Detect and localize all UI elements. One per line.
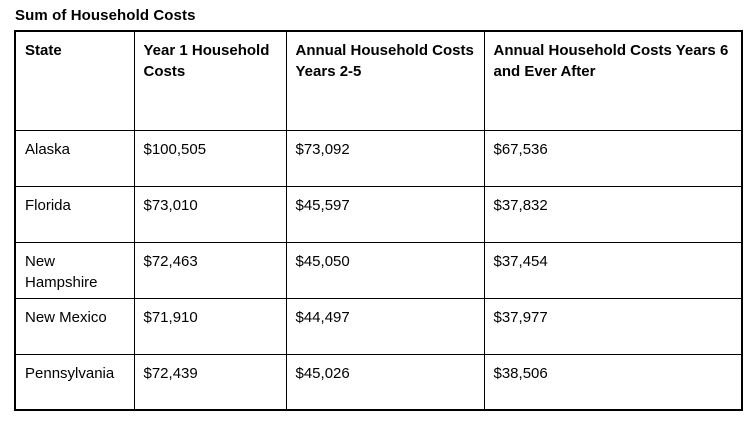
years-2-5-cost-cell: $73,092 <box>286 130 484 186</box>
state-cell: New Hampshire <box>15 242 134 298</box>
year1-cost-cell: $100,505 <box>134 130 286 186</box>
table-title: Sum of Household Costs <box>15 7 196 24</box>
household-costs-table <box>14 30 743 411</box>
years-6-plus-cost-cell: $37,454 <box>484 242 742 298</box>
year1-cost-cell: $72,439 <box>134 354 286 410</box>
table-row <box>15 186 742 242</box>
header-row <box>15 31 742 130</box>
years-6-plus-cost-cell: $37,977 <box>484 298 742 354</box>
column-header-years-6-plus-costs: Annual Household Costs Years 6 and Ever After <box>484 31 742 130</box>
state-cell: Florida <box>15 186 134 242</box>
column-header-year1-costs: Year 1 Household Costs <box>134 31 286 130</box>
years-2-5-cost-cell: $45,050 <box>286 242 484 298</box>
year1-cost-cell: $73,010 <box>134 186 286 242</box>
year1-cost-cell: $71,910 <box>134 298 286 354</box>
years-2-5-cost-cell: $45,026 <box>286 354 484 410</box>
years-6-plus-cost-cell: $37,832 <box>484 186 742 242</box>
state-cell: Pennsylvania <box>15 354 134 410</box>
column-header-years-2-5-costs: Annual Household Costs Years 2-5 <box>286 31 484 130</box>
table-row <box>15 298 742 354</box>
state-cell: Alaska <box>15 130 134 186</box>
table-row <box>15 242 742 298</box>
years-2-5-cost-cell: $44,497 <box>286 298 484 354</box>
table-row <box>15 130 742 186</box>
year1-cost-cell: $72,463 <box>134 242 286 298</box>
table-row <box>15 354 742 410</box>
years-6-plus-cost-cell: $67,536 <box>484 130 742 186</box>
years-6-plus-cost-cell: $38,506 <box>484 354 742 410</box>
column-header-state: State <box>15 31 134 130</box>
years-2-5-cost-cell: $45,597 <box>286 186 484 242</box>
state-cell: New Mexico <box>15 298 134 354</box>
